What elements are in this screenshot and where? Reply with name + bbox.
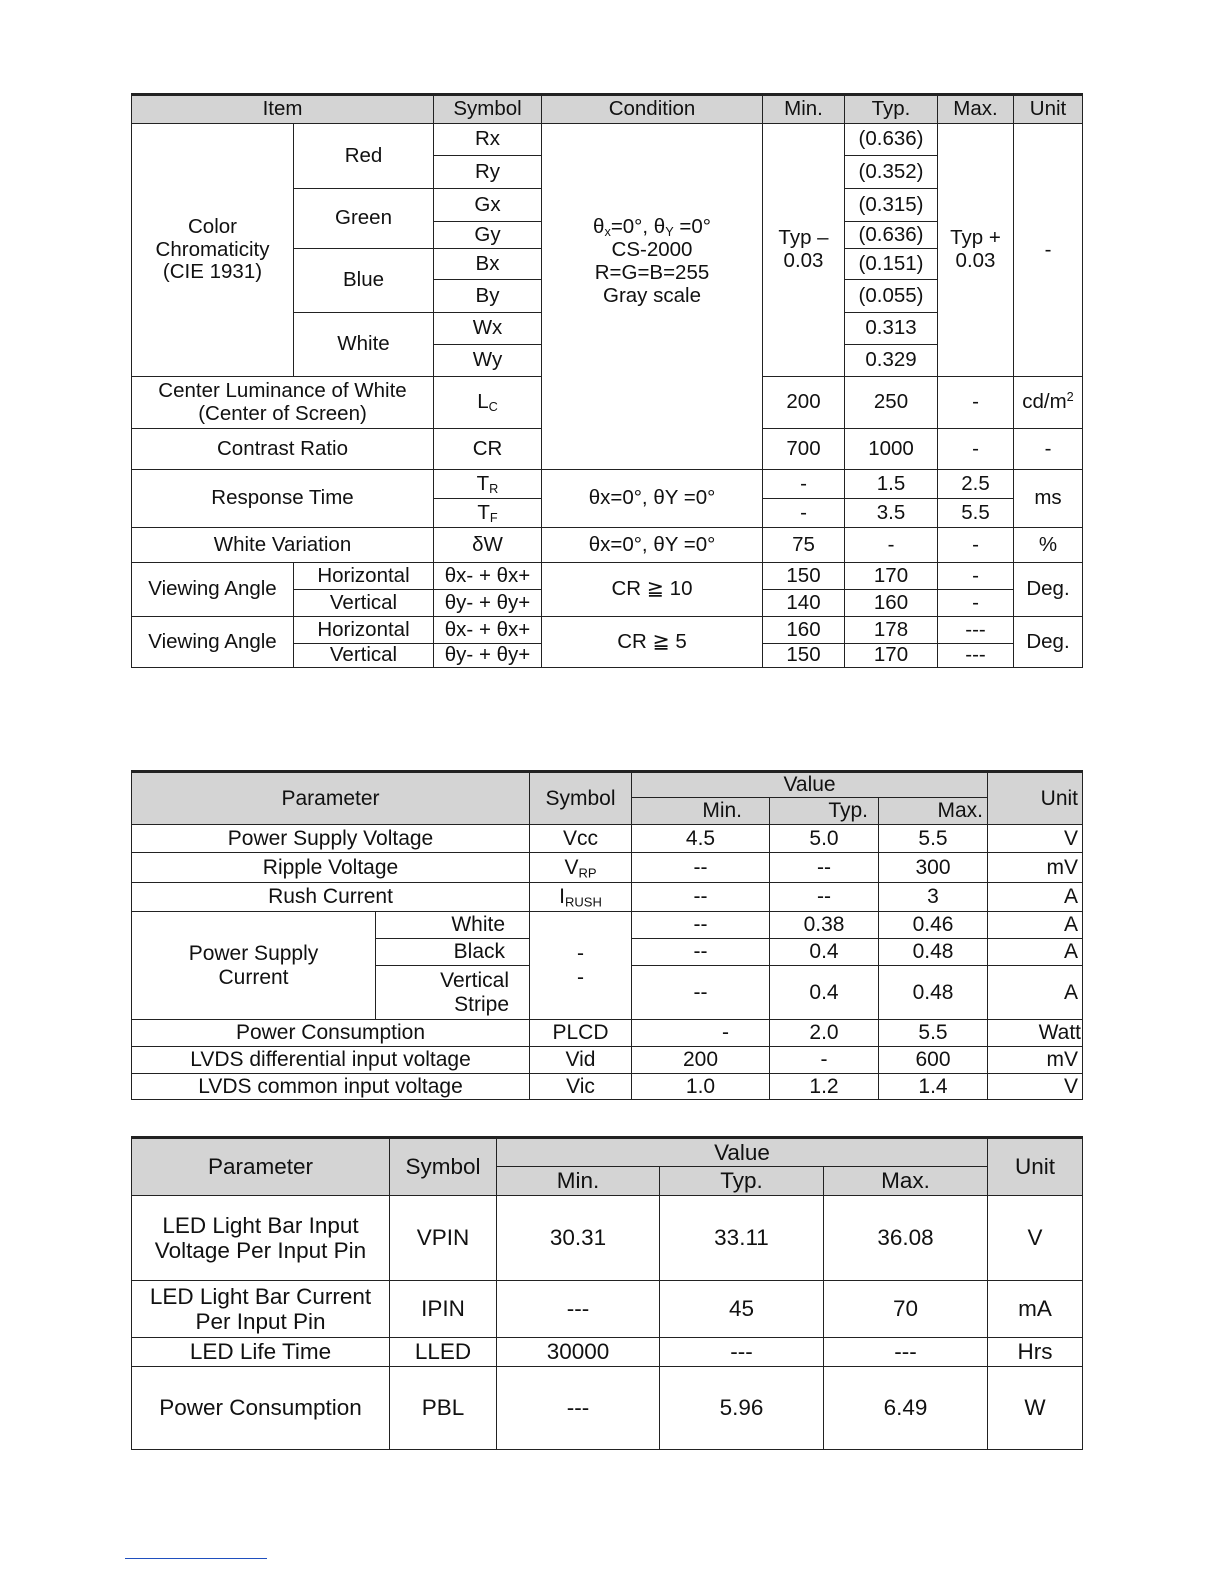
header-min: Min.	[763, 95, 845, 124]
contrast-item: Contrast Ratio	[132, 429, 434, 470]
header-condition: Condition	[542, 95, 763, 124]
contrast-min: 700	[763, 429, 845, 470]
bl-min-pbl: ---	[497, 1367, 660, 1450]
elec-min-vcc: 4.5	[632, 825, 770, 853]
color-white: White	[294, 313, 434, 377]
bl-header-symbol: Symbol	[390, 1138, 497, 1196]
elec-typ-vcc: 5.0	[770, 825, 879, 853]
elec-param-vcc: Power Supply Voltage	[132, 825, 530, 853]
viewing-cr5-condition: CR ≧ 5	[542, 617, 763, 668]
bl-min-vpin: 30.31	[497, 1196, 660, 1281]
bl-unit-pbl: W	[988, 1367, 1083, 1450]
viewing-cr10-h-typ: 170	[845, 563, 938, 590]
viewing-cr5-unit: Deg.	[1014, 617, 1083, 668]
elec-psc-stripe-max: 0.48	[879, 966, 988, 1020]
luminance-unit	[1014, 377, 1083, 429]
elec-unit-rush: A	[988, 883, 1083, 912]
elec-symbol-vcc: Vcc	[530, 825, 632, 853]
bl-symbol-lled: LLED	[390, 1338, 497, 1367]
response-unit: ms	[1014, 470, 1083, 528]
elec-param-vic: LVDS common input voltage	[132, 1074, 530, 1100]
elec-header-unit: Unit	[988, 772, 1083, 825]
elec-min-rush: --	[632, 883, 770, 912]
tf-sub: F	[489, 509, 498, 525]
elec-min-ripple: --	[632, 853, 770, 883]
header-max: Max.	[938, 95, 1014, 124]
elec-min-vid: 200	[632, 1047, 770, 1074]
viewing-cr10-h-symbol: θx- + θx+	[434, 563, 542, 590]
elec-psc-symbol	[530, 912, 632, 1020]
response-tr-min: -	[763, 470, 845, 499]
condition-theta-end: =0°	[673, 215, 711, 239]
luminance-symbol-sub: C	[488, 399, 498, 415]
tr-sub: R	[489, 480, 499, 496]
elec-symbol-plcd: PLCD	[530, 1020, 632, 1047]
bl-max-pbl: 6.49	[824, 1367, 988, 1450]
elec-max-vcc: 5.5	[879, 825, 988, 853]
contrast-unit: -	[1014, 429, 1083, 470]
symbol-gy: Gy	[434, 222, 542, 249]
elec-param-plcd: Power Consumption	[132, 1020, 530, 1047]
symbol-gx: Gx	[434, 189, 542, 222]
elec-min-plcd: -	[632, 1020, 770, 1047]
bl-unit-lled: Hrs	[988, 1338, 1083, 1367]
elec-max-ripple: 300	[879, 853, 988, 883]
bl-typ-lled: ---	[660, 1338, 824, 1367]
elec-unit-vic: V	[988, 1074, 1083, 1100]
viewing-cr5-h-max: ---	[938, 617, 1014, 644]
white-variation-min: 75	[763, 528, 845, 563]
contrast-symbol: CR	[434, 429, 542, 470]
typ-ry: (0.352)	[845, 156, 938, 189]
viewing-cr5-h-min: 160	[763, 617, 845, 644]
bl-max-ipin: 70	[824, 1281, 988, 1338]
response-tf-symbol	[434, 499, 542, 528]
symbol-rx: Rx	[434, 124, 542, 156]
rush-symbol-main: I	[559, 885, 565, 909]
bl-param-lled: LED Life Time	[132, 1338, 390, 1367]
white-variation-max: -	[938, 528, 1014, 563]
typ-by: (0.055)	[845, 280, 938, 313]
elec-header-value: Value	[632, 772, 988, 798]
viewing-angle-cr10-item: Viewing Angle	[132, 563, 294, 617]
elec-psc-stripe-unit: A	[988, 966, 1083, 1020]
elec-header-symbol: Symbol	[530, 772, 632, 825]
elec-psc-stripe-typ: 0.4	[770, 966, 879, 1020]
response-condition: θx=0°, θY =0°	[542, 470, 763, 528]
luminance-unit-sup: 2	[1066, 389, 1074, 405]
color-blue: Blue	[294, 249, 434, 313]
condition-instrument: CS-2000	[611, 238, 693, 262]
elec-symbol-ripple	[530, 853, 632, 883]
chroma-min: Typ – 0.03	[763, 124, 845, 377]
bl-header-typ: Typ.	[660, 1167, 824, 1196]
header-symbol: Symbol	[434, 95, 542, 124]
white-variation-symbol: δW	[434, 528, 542, 563]
response-tr-max: 2.5	[938, 470, 1014, 499]
bl-param-ipin: LED Light Bar Current Per Input Pin	[132, 1281, 390, 1338]
viewing-cr10-v-max: -	[938, 590, 1014, 617]
elec-max-vid: 600	[879, 1047, 988, 1074]
elec-typ-rush: --	[770, 883, 879, 912]
typ-bx: (0.151)	[845, 249, 938, 280]
luminance-typ: 250	[845, 377, 938, 429]
viewing-cr10-vertical: Vertical	[294, 590, 434, 617]
contrast-typ: 1000	[845, 429, 938, 470]
luminance-item: Center Luminance of White (Center of Screen)	[132, 377, 434, 429]
elec-unit-vcc: V	[988, 825, 1083, 853]
luminance-unit-main: cd/m	[1022, 390, 1067, 414]
white-variation-item: White Variation	[132, 528, 434, 563]
elec-psc-stripe-min: --	[632, 966, 770, 1020]
viewing-cr10-v-min: 140	[763, 590, 845, 617]
elec-header-typ: Typ.	[770, 798, 879, 825]
symbol-wx: Wx	[434, 313, 542, 345]
viewing-cr5-v-max: ---	[938, 644, 1014, 668]
viewing-angle-cr5-item: Viewing Angle	[132, 617, 294, 668]
psc-symbol-b: -	[577, 965, 585, 989]
bl-header-min: Min.	[497, 1167, 660, 1196]
elec-symbol-vic: Vic	[530, 1074, 632, 1100]
tf-main: T	[477, 500, 490, 524]
white-variation-typ: -	[845, 528, 938, 563]
condition-grayscale: Gray scale	[603, 284, 701, 308]
chroma-condition	[542, 124, 763, 470]
elec-psc-black-typ: 0.4	[770, 939, 879, 966]
viewing-cr5-horizontal: Horizontal	[294, 617, 434, 644]
elec-symbol-vid: Vid	[530, 1047, 632, 1074]
elec-typ-ripple: --	[770, 853, 879, 883]
typ-gx: (0.315)	[845, 189, 938, 222]
luminance-symbol-main: L	[477, 390, 489, 414]
viewing-cr10-v-symbol: θy- + θy+	[434, 590, 542, 617]
condition-theta-x: θ	[593, 215, 605, 239]
response-tr-symbol	[434, 470, 542, 499]
elec-typ-vic: 1.2	[770, 1074, 879, 1100]
tr-main: T	[476, 471, 490, 495]
elec-psc-black-min: --	[632, 939, 770, 966]
elec-psc-black-max: 0.48	[879, 939, 988, 966]
elec-param-rush: Rush Current	[132, 883, 530, 912]
color-red: Red	[294, 124, 434, 189]
elec-header-max: Max.	[879, 798, 988, 825]
elec-symbol-rush	[530, 883, 632, 912]
footnote-divider	[125, 1558, 267, 1559]
bl-max-vpin: 36.08	[824, 1196, 988, 1281]
bl-typ-ipin: 45	[660, 1281, 824, 1338]
color-green: Green	[294, 189, 434, 249]
elec-psc-black-unit: A	[988, 939, 1083, 966]
chroma-unit: -	[1014, 124, 1083, 377]
viewing-cr5-h-typ: 178	[845, 617, 938, 644]
elec-header-min: Min.	[632, 798, 770, 825]
elec-max-plcd: 5.5	[879, 1020, 988, 1047]
elec-typ-plcd: 2.0	[770, 1020, 879, 1047]
elec-max-rush: 3	[879, 883, 988, 912]
viewing-cr10-horizontal: Horizontal	[294, 563, 434, 590]
backlight-characteristics-table	[131, 1136, 1083, 1450]
elec-psc-pattern-white: White	[376, 912, 530, 939]
bl-header-value: Value	[497, 1138, 988, 1167]
symbol-by: By	[434, 280, 542, 313]
elec-param-ripple: Ripple Voltage	[132, 853, 530, 883]
bl-max-lled: ---	[824, 1338, 988, 1367]
elec-psc-label: Power Supply Current	[132, 912, 376, 1020]
ripple-symbol-sub: RP	[578, 864, 597, 880]
viewing-cr10-unit: Deg.	[1014, 563, 1083, 617]
elec-psc-white-typ: 0.38	[770, 912, 879, 939]
elec-min-vic: 1.0	[632, 1074, 770, 1100]
header-typ: Typ.	[845, 95, 938, 124]
typ-rx: (0.636)	[845, 124, 938, 156]
elec-psc-white-unit: A	[988, 912, 1083, 939]
luminance-max: -	[938, 377, 1014, 429]
viewing-cr5-h-symbol: θx- + θx+	[434, 617, 542, 644]
bl-header-unit: Unit	[988, 1138, 1083, 1196]
elec-psc-white-min: --	[632, 912, 770, 939]
ripple-symbol-main: V	[564, 855, 579, 879]
condition-x-sub: x	[604, 224, 611, 240]
elec-unit-plcd: Watt	[988, 1020, 1083, 1047]
elec-param-vid: LVDS differential input voltage	[132, 1047, 530, 1074]
condition-theta-mid: =0°, θ	[610, 215, 666, 239]
condition-rgb: R=G=B=255	[594, 261, 710, 285]
elec-unit-ripple: mV	[988, 853, 1083, 883]
response-item: Response Time	[132, 470, 434, 528]
bl-min-lled: 30000	[497, 1338, 660, 1367]
response-tf-typ: 3.5	[845, 499, 938, 528]
bl-symbol-ipin: IPIN	[390, 1281, 497, 1338]
viewing-cr5-v-symbol: θy- + θy+	[434, 644, 542, 668]
typ-wy: 0.329	[845, 345, 938, 377]
white-variation-condition: θx=0°, θY =0°	[542, 528, 763, 563]
viewing-cr5-vertical: Vertical	[294, 644, 434, 668]
bl-param-pbl: Power Consumption	[132, 1367, 390, 1450]
bl-typ-pbl: 5.96	[660, 1367, 824, 1450]
elec-typ-vid: -	[770, 1047, 879, 1074]
viewing-cr10-v-typ: 160	[845, 590, 938, 617]
bl-symbol-pbl: PBL	[390, 1367, 497, 1450]
symbol-bx: Bx	[434, 249, 542, 280]
symbol-ry: Ry	[434, 156, 542, 189]
color-chromaticity-label: Color Chromaticity (CIE 1931)	[132, 124, 294, 377]
rush-symbol-sub: RUSH	[564, 894, 602, 910]
bl-header-max: Max.	[824, 1167, 988, 1196]
bl-param-vpin: LED Light Bar Input Voltage Per Input Pin	[132, 1196, 390, 1281]
elec-psc-white-max: 0.46	[879, 912, 988, 939]
white-variation-unit: %	[1014, 528, 1083, 563]
elec-max-vic: 1.4	[879, 1074, 988, 1100]
viewing-cr10-h-min: 150	[763, 563, 845, 590]
bl-symbol-vpin: VPIN	[390, 1196, 497, 1281]
elec-unit-vid: mV	[988, 1047, 1083, 1074]
bl-typ-vpin: 33.11	[660, 1196, 824, 1281]
chroma-max: Typ + 0.03	[938, 124, 1014, 377]
condition-y-sub: Y	[665, 224, 674, 240]
response-tf-min: -	[763, 499, 845, 528]
header-item: Item	[132, 95, 434, 124]
elec-header-parameter: Parameter	[132, 772, 530, 825]
optical-characteristics-table	[131, 93, 1083, 668]
typ-gy: (0.636)	[845, 222, 938, 249]
response-tf-max: 5.5	[938, 499, 1014, 528]
bl-unit-vpin: V	[988, 1196, 1083, 1281]
contrast-max: -	[938, 429, 1014, 470]
elec-psc-pattern-stripe: Vertical Stripe	[376, 966, 530, 1020]
bl-unit-ipin: mA	[988, 1281, 1083, 1338]
luminance-min: 200	[763, 377, 845, 429]
bl-min-ipin: ---	[497, 1281, 660, 1338]
viewing-cr10-condition: CR ≧ 10	[542, 563, 763, 617]
elec-psc-pattern-black: Black	[376, 939, 530, 966]
luminance-symbol	[434, 377, 542, 429]
viewing-cr5-v-typ: 170	[845, 644, 938, 668]
psc-symbol-a: -	[577, 941, 585, 965]
response-tr-typ: 1.5	[845, 470, 938, 499]
electrical-characteristics-table	[131, 770, 1083, 1100]
viewing-cr10-h-max: -	[938, 563, 1014, 590]
bl-header-parameter: Parameter	[132, 1138, 390, 1196]
symbol-wy: Wy	[434, 345, 542, 377]
header-unit: Unit	[1014, 95, 1083, 124]
typ-wx: 0.313	[845, 313, 938, 345]
viewing-cr5-v-min: 150	[763, 644, 845, 668]
